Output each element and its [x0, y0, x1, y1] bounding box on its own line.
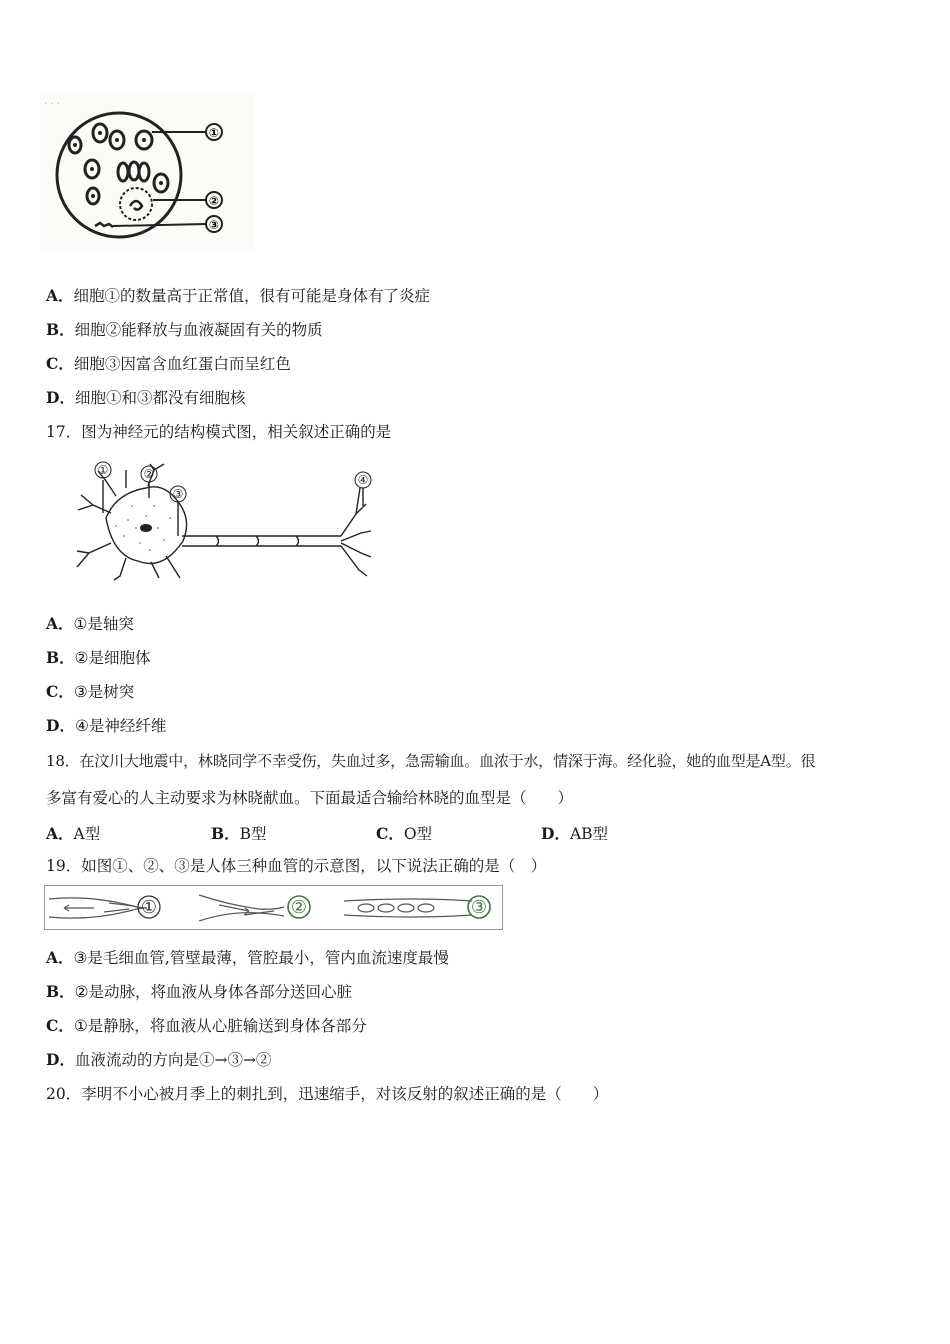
neuron-label-4: ④ — [357, 473, 369, 487]
vessel-label-3: ③ — [470, 897, 488, 918]
blood-label-3: ③ — [208, 218, 220, 232]
q19-option-b: B．②是动脉，将血液从身体各部分送回心脏 — [46, 982, 353, 1001]
q18-option-a: A．A型 — [46, 824, 101, 843]
blood-smear-figure — [40, 92, 255, 252]
q19-option-c: C．①是静脉，将血液从心脏输送到身体各部分 — [46, 1016, 367, 1035]
vessel-label-2: ② — [290, 897, 308, 918]
q19-stem: 19．如图①、②、③是人体三种血管的示意图，以下说法正确的是（ ） — [46, 857, 547, 875]
q16-option-d: D．细胞①和③都没有细胞核 — [46, 388, 246, 407]
q17-stem: 17．图为神经元的结构模式图，相关叙述正确的是 — [46, 423, 392, 441]
q16-option-b: B．细胞②能释放与血液凝固有关的物质 — [46, 320, 323, 339]
q19-option-a: A．③是毛细血管,管壁最薄，管腔最小，管内血流速度最慢 — [46, 948, 449, 967]
neuron-label-2: ② — [143, 467, 155, 481]
neuron-label-1: ① — [97, 463, 109, 477]
blood-label-1: ① — [208, 126, 220, 140]
q18-stem-line2: 多富有爱心的人主动要求为林晓献血。下面最适合输给林晓的血型是（ ） — [46, 789, 574, 807]
q17-option-b: B．②是细胞体 — [46, 648, 151, 667]
vessel-label-1: ① — [140, 897, 158, 918]
q18-option-b: B．B型 — [211, 824, 267, 843]
q17-option-c: C．③是树突 — [46, 682, 135, 701]
q17-option-d: D．④是神经纤维 — [46, 716, 167, 735]
blood-vessels-figure — [44, 885, 503, 930]
neuron-label-3: ③ — [172, 487, 184, 501]
neuron-figure — [66, 458, 382, 584]
q18-option-c: C．O型 — [376, 824, 433, 843]
q17-option-a: A．①是轴突 — [46, 614, 134, 633]
q16-option-c: C．细胞③因富含血红蛋白而呈红色 — [46, 354, 291, 373]
q19-option-d: D．血液流动的方向是①→③→② — [46, 1050, 272, 1069]
svg-text:· · ·: · · · — [44, 99, 60, 110]
q20-stem: 20．李明不小心被月季上的刺扎到，迅速缩手，对该反射的叙述正确的是（ ） — [46, 1085, 609, 1103]
q18-stem-line1: 18．在汶川大地震中，林晓同学不幸受伤，失血过多，急需输血。血浓于水，情深于海。经化验，她的血型是A型。很 — [46, 752, 816, 770]
q18-option-d: D．AB型 — [541, 824, 609, 843]
q16-option-a: A．细胞①的数量高于正常值，很有可能是身体有了炎症 — [46, 286, 431, 305]
blood-label-2: ② — [208, 194, 220, 208]
